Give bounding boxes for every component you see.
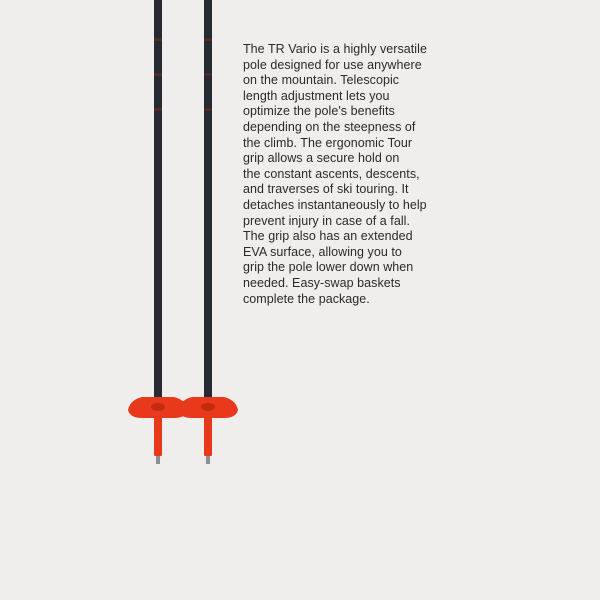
description-line: needed. Easy-swap baskets	[243, 275, 401, 290]
description-line: and traverses of ski touring. It	[243, 182, 409, 197]
description-line: length adjustment lets you	[243, 88, 390, 103]
description-line: grip allows a secure hold on	[243, 151, 400, 166]
left-pole	[128, 0, 188, 464]
description-line: EVA surface, allowing you to	[243, 244, 402, 259]
description-line: pole designed for use anywhere	[243, 57, 422, 72]
description-line: optimize the pole's benefits	[243, 104, 395, 119]
description-line: The TR Vario is a highly versatile	[243, 42, 427, 56]
description-line: the climb. The ergonomic Tour	[243, 135, 413, 150]
description-line: prevent injury in case of a fall.	[243, 213, 411, 228]
description-line: on the mountain. Telescopic	[243, 73, 400, 88]
description-line: The grip also has an extended	[243, 229, 413, 244]
product-description	[243, 42, 473, 307]
description-line: complete the package.	[243, 291, 370, 306]
description-line: detaches instantaneously to help	[243, 197, 427, 212]
description-line: grip the pole lower down when	[243, 260, 414, 275]
description-line: the constant ascents, descents,	[243, 166, 420, 181]
description-line: depending on the steepness of	[243, 119, 416, 134]
right-pole	[178, 0, 238, 464]
